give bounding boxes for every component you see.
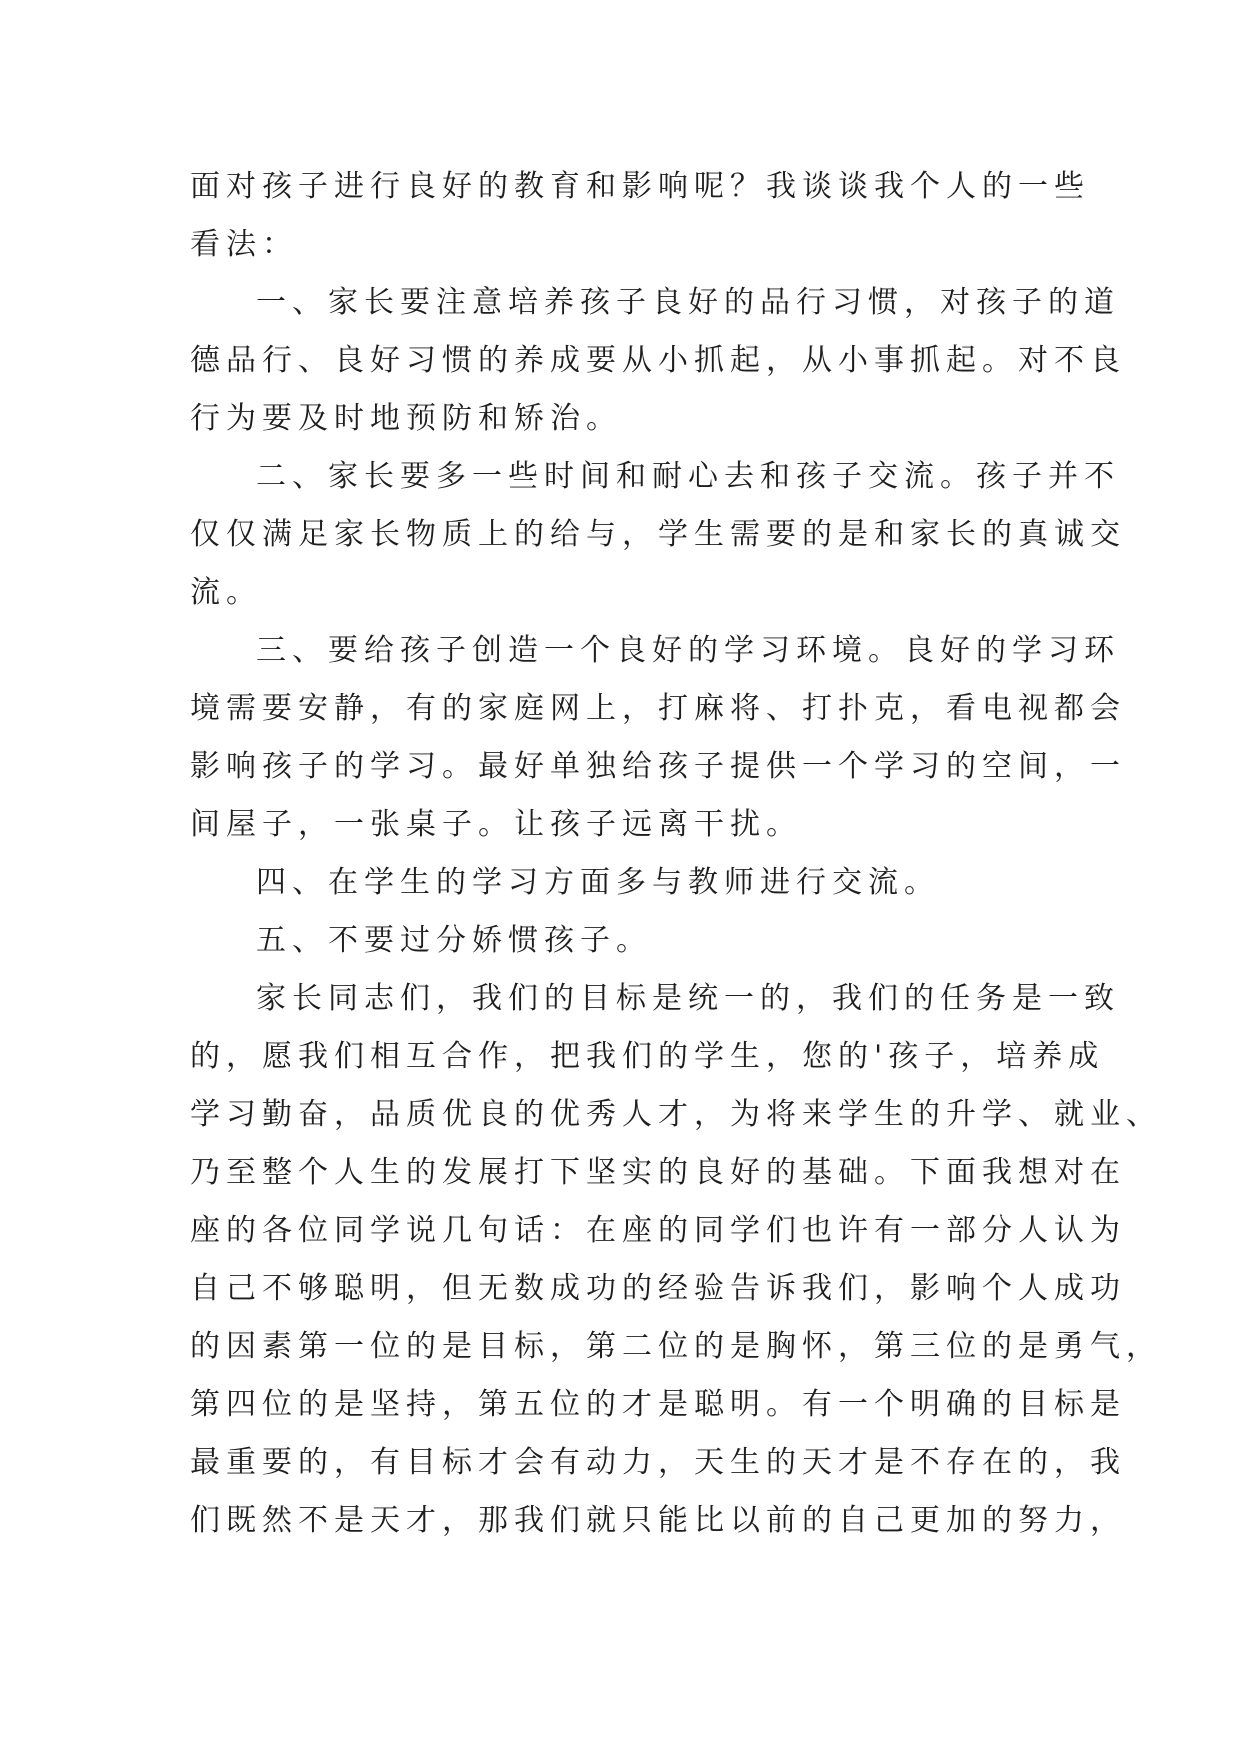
text-line: 一、家长要注意培养孩子良好的品行习惯，对孩子的道 <box>256 285 1120 320</box>
text-line: 三、要给孩子创造一个良好的学习环境。良好的学习环 <box>256 633 1120 668</box>
text-line: 二、家长要多一些时间和耐心去和孩子交流。孩子并不 <box>256 459 1120 494</box>
text-line: 座的各位同学说几句话：在座的同学们也许有一部分人认为 <box>190 1213 1126 1248</box>
text-line: 乃至整个人生的发展打下坚实的良好的基础。下面我想对在 <box>190 1155 1126 1190</box>
text-line: 间屋子，一张桌子。让孩子远离干扰。 <box>190 807 802 842</box>
text-line: 最重要的，有目标才会有动力，天生的天才是不存在的，我 <box>190 1445 1126 1480</box>
text-line: 看法： <box>190 227 298 262</box>
text-line: 面对孩子进行良好的教育和影响呢？我谈谈我个人的一些 <box>190 169 1090 204</box>
text-line: 影响孩子的学习。最好单独给孩子提供一个学习的空间，一 <box>190 749 1126 784</box>
text-line: 德品行、良好习惯的养成要从小抓起，从小事抓起。对不良 <box>190 343 1126 378</box>
text-line: 仅仅满足家长物质上的给与，学生需要的是和家长的真诚交 <box>190 517 1126 552</box>
text-line: 境需要安静，有的家庭网上，打麻将、打扑克，看电视都会 <box>190 691 1126 726</box>
text-line: 四、在学生的学习方面多与教师进行交流。 <box>256 865 940 900</box>
text-line: 第四位的是坚持，第五位的才是聪明。有一个明确的目标是 <box>190 1387 1126 1422</box>
text-line: 的，愿我们相互合作，把我们的学生，您的'孩子，培养成 <box>190 1039 1105 1074</box>
text-line: 五、不要过分娇惯孩子。 <box>256 923 652 958</box>
document-body <box>190 158 1162 1550</box>
text-line: 流。 <box>190 575 262 610</box>
text-line: 学习勤奋，品质优良的优秀人才，为将来学生的升学、就业、 <box>190 1097 1162 1132</box>
text-line: 的因素第一位的是目标，第二位的是胸怀，第三位的是勇气， <box>190 1329 1162 1364</box>
text-line: 家长同志们，我们的目标是统一的，我们的任务是一致 <box>256 981 1120 1016</box>
text-line: 自己不够聪明，但无数成功的经验告诉我们，影响个人成功 <box>190 1271 1126 1306</box>
text-line: 行为要及时地预防和矫治。 <box>190 401 622 436</box>
text-line: 们既然不是天才，那我们就只能比以前的自己更加的努力， <box>190 1503 1126 1538</box>
